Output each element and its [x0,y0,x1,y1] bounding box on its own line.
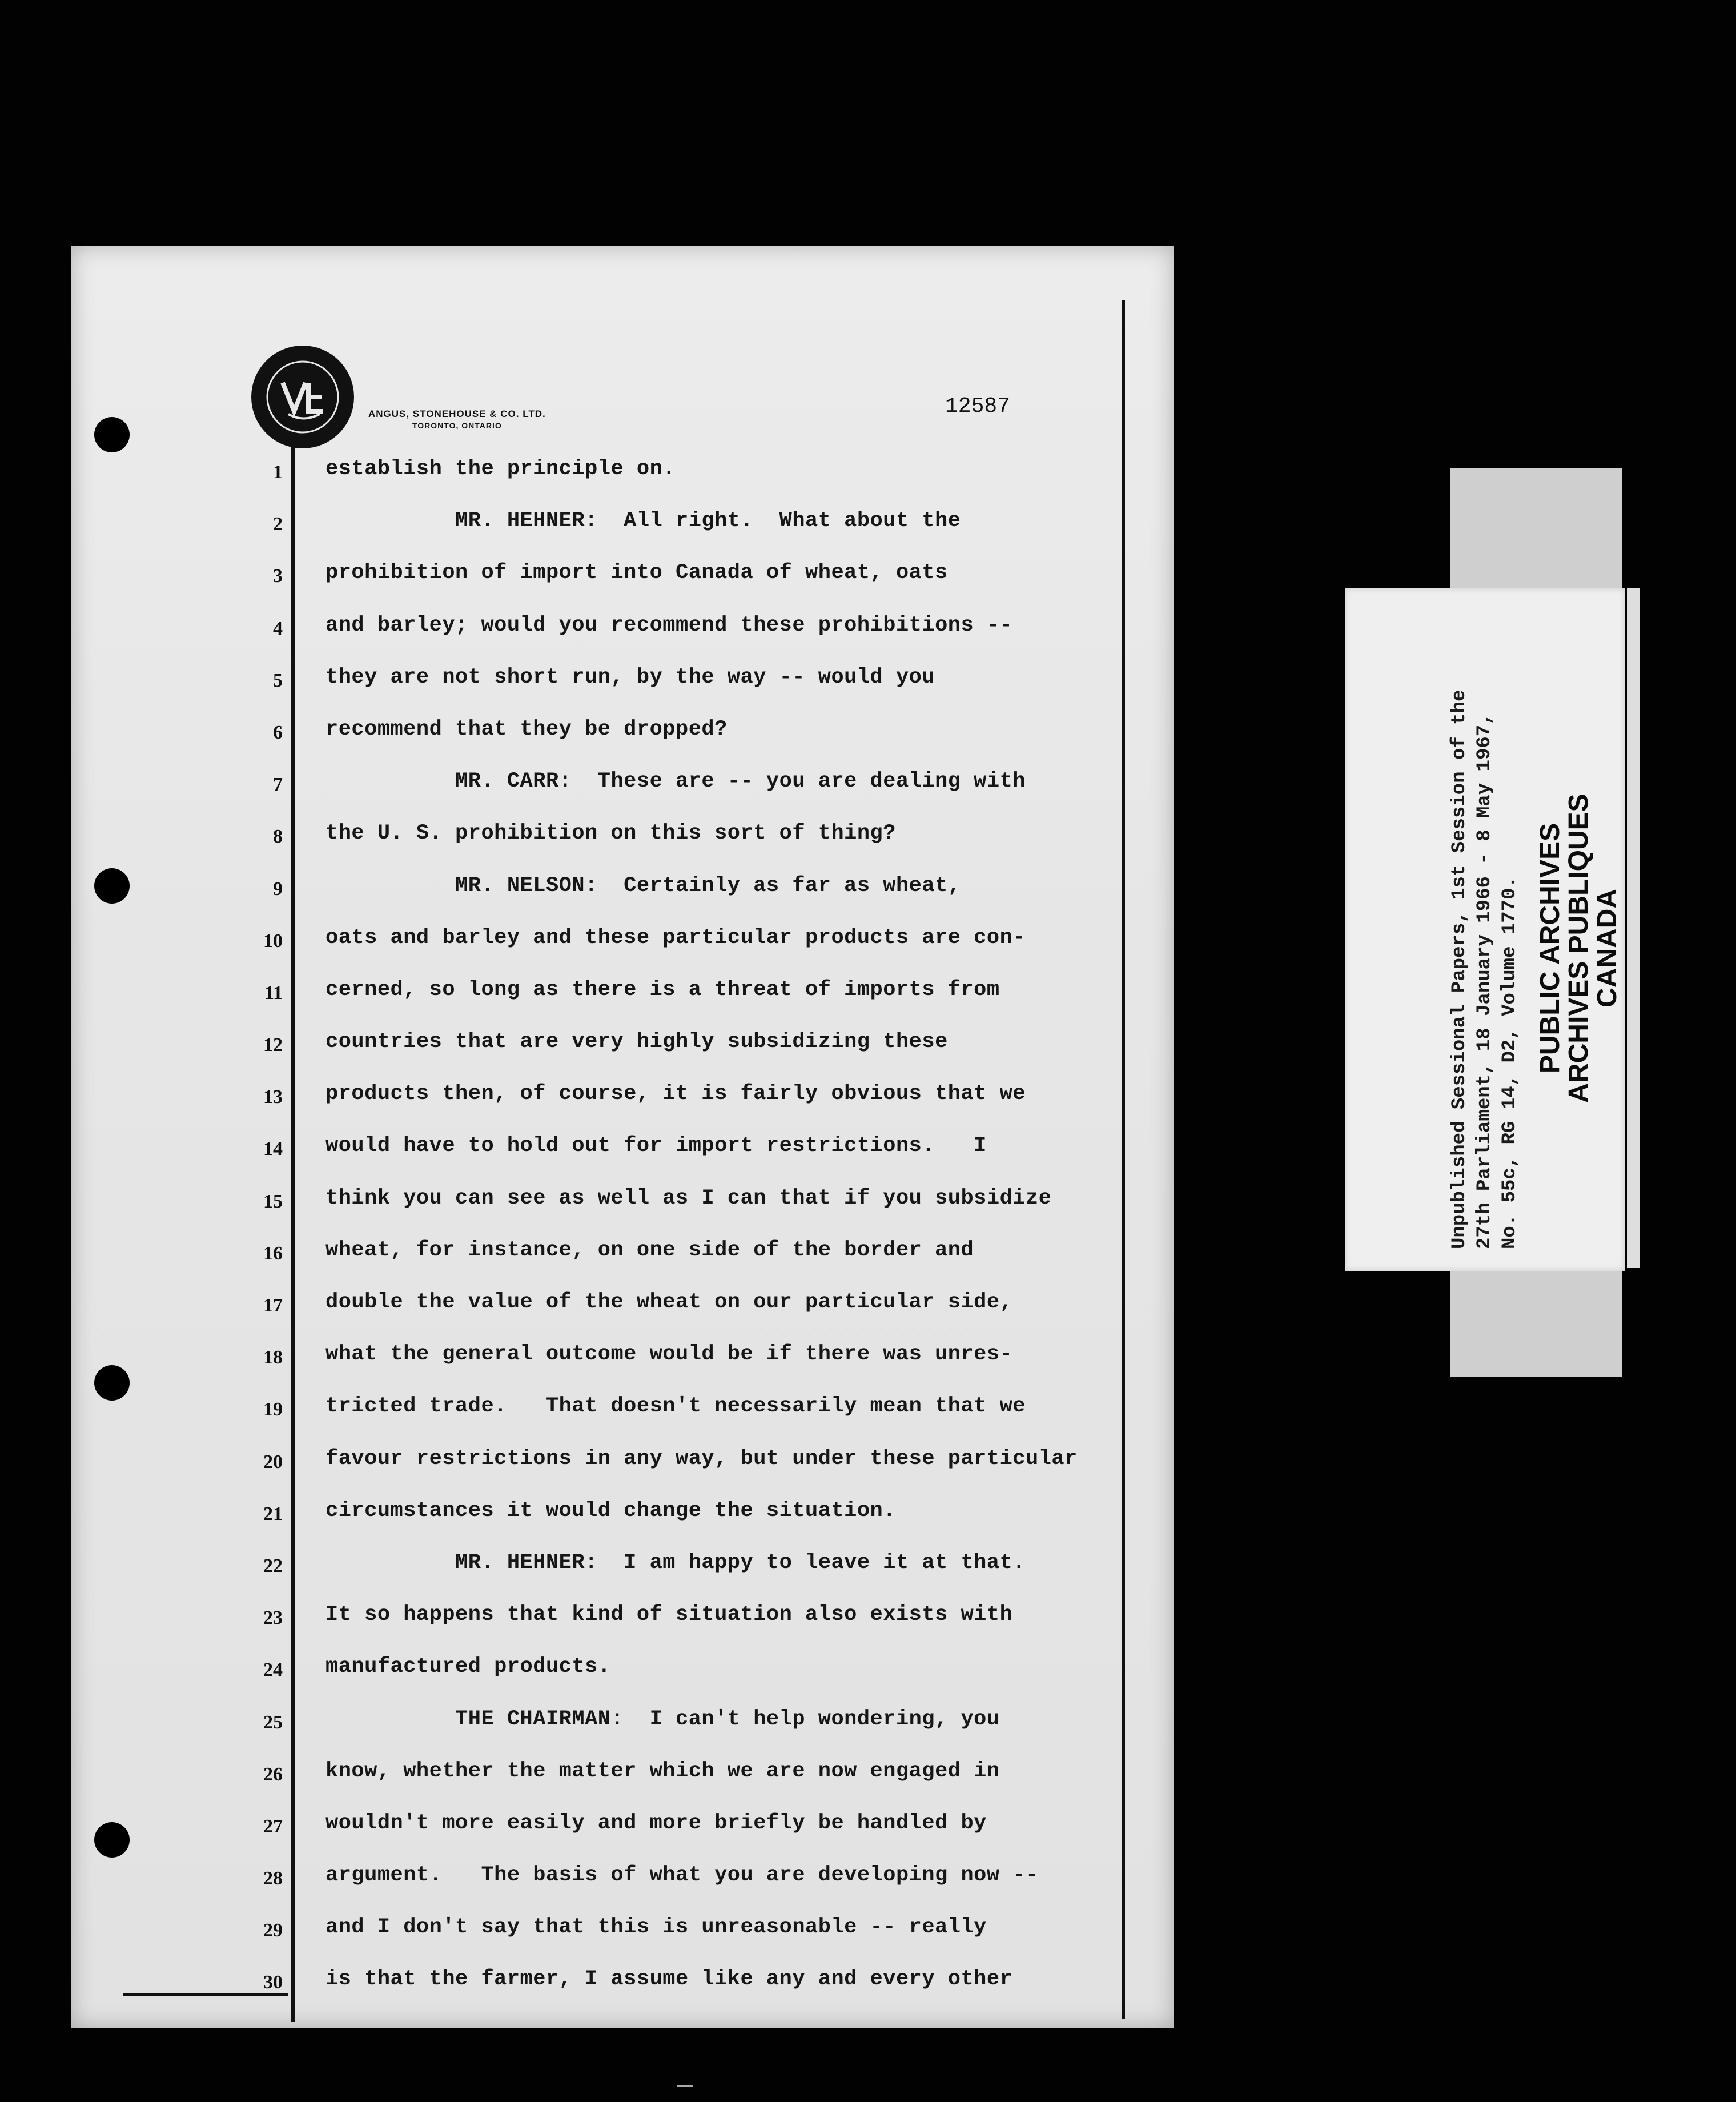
transcript-line [71,608,1174,660]
line-number: 24 [263,1659,283,1681]
line-number: 17 [263,1295,283,1316]
line-number: 20 [263,1451,283,1473]
line-number: 18 [263,1347,283,1369]
line-number: 26 [263,1763,283,1785]
binder-hole-1 [94,417,130,452]
transcript-line [71,1754,1174,1806]
line-number: 27 [263,1815,283,1837]
line-number: 21 [263,1503,283,1525]
transcript-line [71,1597,1174,1649]
reference-line-3: No. 55c, RG 14, D2, Volume 1770. [1499,876,1521,1249]
transcript-line [71,451,1174,503]
company-letterhead [368,408,546,430]
line-number: 22 [263,1555,283,1576]
line-text: know, whether the matter which we are now engaged in [326,1759,1000,1783]
public-archives-stamp [1536,748,1622,1148]
stamp-line-3: CANADA [1592,889,1622,1008]
line-number: 9 [273,878,283,900]
archive-label-edge [1628,588,1640,1268]
line-number: 14 [263,1138,283,1160]
line-number: 1 [273,462,283,483]
transcript-page [71,246,1174,2028]
transcript-line [71,1441,1174,1493]
line-text: double the value of the wheat on our particular side, [326,1290,1013,1314]
transcript-line [71,1702,1174,1754]
line-number: 2 [273,514,283,535]
company-city: TORONTO, ONTARIO [412,421,502,430]
reference-line-1: Unpublished Sessional Papers, 1st Session of the [1449,689,1470,1249]
transcript-line [71,816,1174,868]
line-text: oats and barley and these particular products are con- [326,925,1026,950]
transcript-line [71,1910,1174,1961]
transcript-line [71,1493,1174,1545]
line-text: products then, of course, it is fairly obvious that we [326,1082,1026,1106]
line-number: 16 [263,1242,283,1264]
line-number: 13 [263,1086,283,1108]
line-text: and barley; would you recommend these prohibitions -- [326,613,1013,637]
line-number: 7 [273,774,283,796]
transcript-line [71,868,1174,920]
transcript-line [71,920,1174,972]
transcript-line [71,1961,1174,2013]
line-text: what the general outcome would be if there was unres- [326,1342,1013,1367]
line-number: 10 [263,930,283,952]
line-number: 19 [263,1399,283,1421]
line-text: they are not short run, by the way -- would you [326,665,935,689]
transcript-line [71,1024,1174,1076]
line-text: think you can see as well as I can that if you subsidize [326,1186,1052,1210]
line-number: 23 [263,1607,283,1629]
line-number: 11 [264,982,283,1004]
line-text: manufactured products. [326,1655,611,1679]
transcript-line [71,660,1174,712]
line-number: 4 [273,617,283,639]
line-text: MR. HEHNER: All right. What about the [326,509,961,533]
transcript-line [71,1806,1174,1858]
line-number: 3 [273,565,283,587]
line-text: wheat, for instance, on one side of the border and [326,1238,974,1262]
transcript-line [71,972,1174,1024]
line-text: MR. CARR: These are -- you are dealing with [326,769,1026,794]
line-text: tricted trade. That doesn't necessarily mean that we [326,1394,1026,1419]
line-text: the U. S. prohibition on this sort of thing? [326,821,896,846]
company-name: ANGUS, STONEHOUSE & CO. LTD. [368,408,546,419]
transcript-line [71,1233,1174,1285]
archive-reference-label [1345,588,1625,1271]
transcript-line [71,1181,1174,1233]
transcript-line [71,1649,1174,1701]
transcript-line [71,1285,1174,1337]
line-number: 30 [263,1972,283,1993]
archive-reference-text [1447,609,1522,1249]
line-text: recommend that they be dropped? [326,717,728,741]
line-number: 6 [273,721,283,743]
line-text: THE CHAIRMAN: I can't help wondering, you [326,1707,1000,1731]
line-number: 29 [263,1920,283,1941]
transcript-line [71,1128,1174,1180]
stamp-line-1: PUBLIC ARCHIVES [1535,823,1565,1074]
line-number: 8 [273,826,283,848]
line-text: countries that are very highly subsidizing these [326,1030,948,1054]
page-number: 12587 [945,394,1011,419]
transcript-line [71,712,1174,764]
line-text: is that the farmer, I assume like any and every other [326,1967,1013,1992]
line-text: would have to hold out for import restrictions. I [326,1134,987,1158]
line-number: 28 [263,1868,283,1890]
transcript-line [71,1389,1174,1441]
line-number: 25 [263,1711,283,1733]
line-text: prohibition of import into Canada of wheat, oats [326,561,948,585]
stamp-line-2: ARCHIVES PUBLIQUES [1564,793,1594,1103]
line-text: cerned, so long as there is a threat of imports from [326,977,1000,1002]
line-number: 15 [263,1190,283,1212]
transcript-line [71,1076,1174,1128]
line-text: favour restrictions in any way, but under these particular [326,1446,1078,1471]
transcript-line [71,555,1174,607]
line-text: circumstances it would change the situation. [326,1498,896,1523]
transcript-line [71,503,1174,555]
reference-line-2: 27th Parliament, 18 January 1966 - 8 May 1967, [1474,713,1496,1249]
line-text: MR. NELSON: Certainly as far as wheat, [326,873,961,898]
line-text: argument. The basis of what you are developing now -- [326,1863,1039,1888]
transcript-line [71,1858,1174,1910]
transcript-line [71,1337,1174,1389]
member-seal-logo [248,343,357,451]
line-number: 5 [273,669,283,691]
line-text: MR. HEHNER: I am happy to leave it at that. [326,1550,1026,1575]
line-text: wouldn't more easily and more briefly be handled by [326,1811,987,1835]
line-text: It so happens that kind of situation also exists with [326,1603,1013,1627]
line-number: 12 [263,1034,283,1056]
transcript-line [71,764,1174,816]
film-mark [677,2085,693,2087]
line-text: establish the principle on. [326,457,676,481]
transcript-lines [71,451,1174,2014]
line-text: and I don't say that this is unreasonable -- really [326,1915,987,1940]
transcript-line [71,1545,1174,1597]
